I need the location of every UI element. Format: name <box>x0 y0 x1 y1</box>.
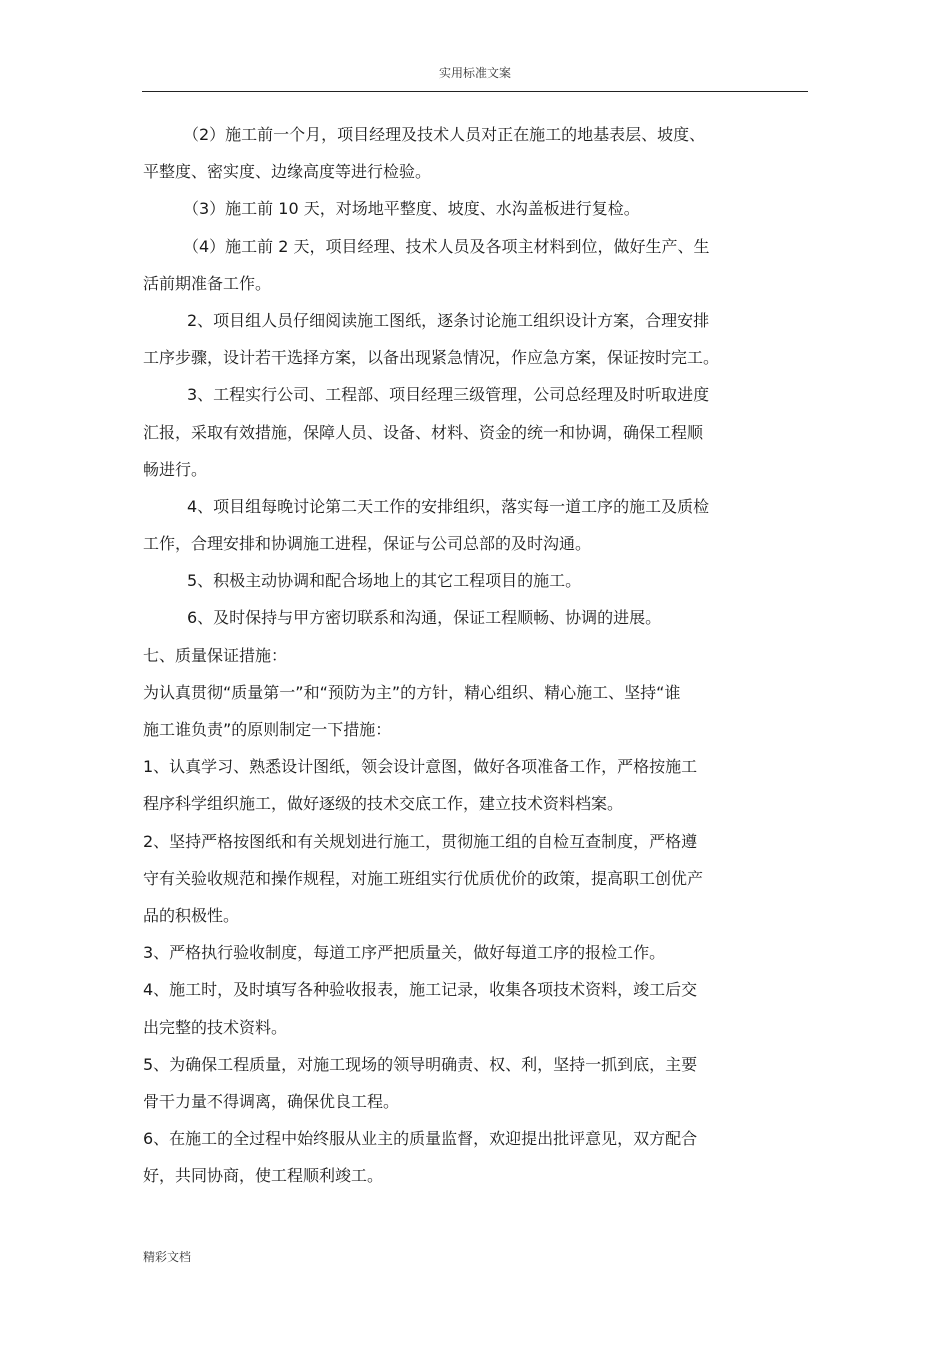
text-line: （4）施工前 2 天，项目经理、技术人员及各项主材料到位，做好生产、生 <box>183 236 710 256</box>
text-line: 4、施工时，及时填写各种验收报表，施工记录，收集各项技术资料，竣工后交 <box>143 980 698 1000</box>
page-footer-label: 精彩文档 <box>143 1250 192 1264</box>
text-line: 工作，合理安排和协调施工进程，保证与公司总部的及时沟通。 <box>143 534 592 554</box>
page-header-title: 实用标准文案 <box>438 66 511 80</box>
text-line: 5、积极主动协调和配合场地上的其它工程项目的施工。 <box>187 571 582 591</box>
text-line: 汇报，采取有效措施，保障人员、设备、材料、资金的统一和协调，确保工程顺 <box>143 422 704 442</box>
text-line: 6、在施工的全过程中始终服从业主的质量监督，欢迎提出批评意见，双方配合 <box>143 1129 698 1149</box>
text-line: （3）施工前 10 天，对场地平整度、坡度、水沟盖板进行复检。 <box>183 199 640 219</box>
text-line: 2、坚持严格按图纸和有关规划进行施工，贯彻施工组的自检互查制度，严格遵 <box>143 831 698 851</box>
text-line: 出完整的技术资料。 <box>143 1017 288 1037</box>
text-line: 活前期准备工作。 <box>143 273 272 293</box>
text-line: 骨干力量不得调离，确保优良工程。 <box>143 1091 400 1111</box>
text-line: 2、项目组人员仔细阅读施工图纸，逐条讨论施工组织设计方案，合理安排 <box>187 310 710 330</box>
text-line: 施工谁负责”的原则制定一下措施： <box>143 720 392 739</box>
text-line: 畅进行。 <box>143 459 208 479</box>
text-line: （2）施工前一个月，项目经理及技术人员对正在施工的地基表层、坡度、 <box>183 125 706 144</box>
text-line: 5、为确保工程质量，对施工现场的领导明确责、权、利，坚持一抓到底，主要 <box>143 1054 698 1074</box>
text-line: 4、项目组每晚讨论第二天工作的安排组织，落实每一道工序的施工及质检 <box>187 496 710 516</box>
text-line: 3、工程实行公司、工程部、项目经理三级管理，公司总经理及时听取进度 <box>187 385 710 405</box>
text-line: 品的积极性。 <box>143 905 240 925</box>
text-line: 1、认真学习、熟悉设计图纸，领会设计意图，做好各项准备工作，严格按施工 <box>143 757 698 777</box>
text-line: 为认真贯彻“质量第一”和“预防为主”的方针，精心组织、精心施工、坚持“谁 <box>143 682 681 702</box>
text-line: 3、严格执行验收制度，每道工序严把质量关，做好每道工序的报检工作。 <box>143 943 666 963</box>
text-line: 平整度、密实度、边缘高度等进行检验。 <box>143 162 432 182</box>
header-divider <box>142 91 808 92</box>
document-body <box>143 116 807 1194</box>
text-line: 好，共同协商，使工程顺利竣工。 <box>143 1166 384 1186</box>
text-line: 工序步骤，设计若干选择方案，以备出现紧急情况，作应急方案，保证按时完工。 <box>143 348 720 368</box>
section-heading: 七、质量保证措施： <box>143 645 288 665</box>
text-line: 守有关验收规范和操作规程，对施工班组实行优质优价的政策，提高职工创优产 <box>143 868 704 888</box>
text-line: 6、及时保持与甲方密切联系和沟通，保证工程顺畅、协调的进展。 <box>187 608 662 628</box>
text-line: 程序科学组织施工，做好逐级的技术交底工作，建立技术资料档案。 <box>143 794 624 814</box>
